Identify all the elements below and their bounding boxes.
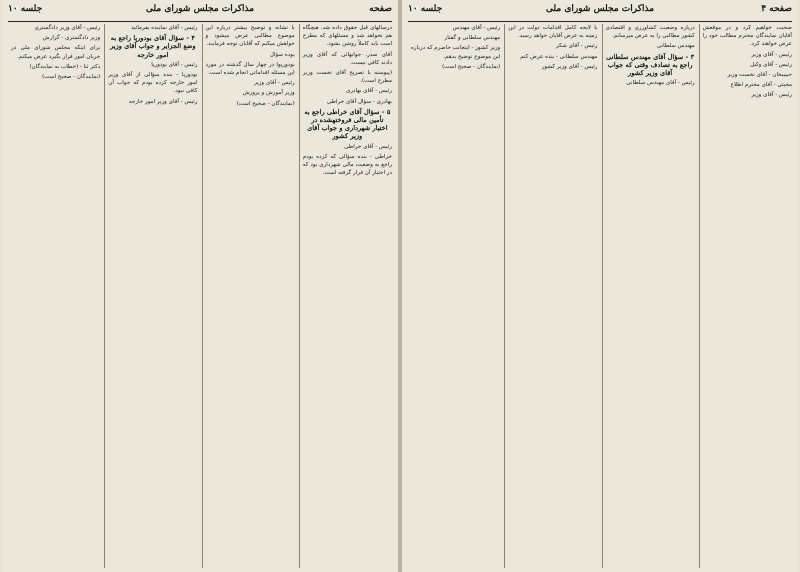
paragraph: ۴ - سؤال آقای بودورپا راجع به وضع الجزایر و جواب آقای وزیر امور خارجه xyxy=(110,34,196,59)
paragraph: رئیس - آقای بهادری xyxy=(345,88,392,95)
paragraph: با نشانه و توضیح بیشتر درباره این موضوع مطالبی عرض میشود و خواهش میکنم که آقایان توجه فرمایند. xyxy=(205,25,295,48)
text-column xyxy=(299,24,392,568)
paragraph: بوده سؤال xyxy=(269,51,295,58)
paragraph: رئیس - آقای وزیر کشور xyxy=(541,63,598,70)
paragraph: ۵ - سؤال آقای خراطی راجع به تأمین مالی فروختهشده در اختیار شهرداری و جواب آقای وزیر کشور xyxy=(304,107,391,141)
text-column xyxy=(504,24,597,568)
paragraph: برای اینکه مجلس شورای ملی در جریان امور قرار بگیرد عرض میکنم. xyxy=(11,45,101,60)
paragraph: مجیتی - آقای محترم اطلاع xyxy=(730,82,792,89)
paragraph: رئیس - آقای مهندس xyxy=(452,25,501,31)
paragraph: رئیس - آقای وزیر دادگستری xyxy=(34,25,101,31)
page-number: صفحه ۴ xyxy=(761,4,792,14)
paragraph: رئیس - آقای وزیر امور خارجه xyxy=(128,98,198,105)
paragraph: درباره وضعیت کشاورزی و اقتصادی کشور مطالبی را به عرض میرسانم. xyxy=(605,25,695,40)
text-columns xyxy=(8,24,392,568)
paragraph: بهادری - سؤال آقای خراطی xyxy=(326,98,392,105)
paragraph: مهندس سلطانی - بنده عرض کنم xyxy=(520,53,598,60)
paragraph: درسالهای قبل حقوق داده شد. هیچگاه هم نخواهد شد و مسئلهای که مطرح است باید کاملاً روشن بشود. xyxy=(302,25,392,48)
text-column xyxy=(104,24,197,568)
paragraph: آقای صدر. جوابهائی که آقای وزیر دادند کافی نیست. xyxy=(302,51,392,66)
paragraph: رئیس - آقای وکیل xyxy=(750,61,792,68)
text-column xyxy=(202,24,295,568)
page-header xyxy=(8,4,392,20)
right-page xyxy=(402,0,798,572)
paragraph: وزیر کشور - اینجانب حاضرم که درباره این موضوع توضیح بدهم. xyxy=(411,45,501,60)
paragraph: رئیس - آقای نماینده بفرمائید xyxy=(131,25,198,31)
page-title: مذاکرات مجلس شورای ملی xyxy=(545,4,655,14)
paragraph: بودورپوا در چهار سال گذشته در مورد این مسئله اقداماتی انجام شده است. xyxy=(205,61,295,77)
paragraph: رئیس - آقای خراطی xyxy=(344,143,392,150)
paragraph: دکتر ثنا - (خطاب به نمایندگان) xyxy=(29,63,101,70)
text-column xyxy=(699,24,792,568)
text-columns xyxy=(408,24,792,568)
paragraph: رئیس - آقای وزیر xyxy=(751,92,792,99)
paragraph: صحبت خواهیم کرد و در موقعش آقایان نمایندگان محترم مطالب خود را عرض خواهند کرد. xyxy=(702,25,792,48)
paragraph: بودورپا - بنده سؤالی از آقای وزیر امور خارجه کرده بودم که جواب آن کافی نبود. xyxy=(108,72,198,95)
paragraph: رئیس - آقای بودورپا xyxy=(151,61,198,68)
paragraph: خراطی - بنده سؤالی که کرده بودم راجع به وضعیت مالی شهرداری بود که در اختیار آن قرار گرفته است. xyxy=(302,153,392,177)
paragraph: (نمایندگان - صحیح است) xyxy=(42,74,101,81)
paragraph: رئیس - آقای مهندس سلطانی xyxy=(626,80,695,87)
paragraph: رئیس - آقای وزیر xyxy=(254,80,295,87)
page-header xyxy=(408,4,792,20)
paragraph: با لایحه کامل اقدامات دولت در این زمینه به عرض آقایان خواهد رسید. xyxy=(508,25,598,40)
page-number: صفحه xyxy=(369,4,392,14)
text-column xyxy=(602,24,695,568)
paragraph: حبیبیخان - آقای نخست وزیر xyxy=(727,72,792,79)
paragraph: مهندس سلطانی xyxy=(656,43,695,50)
session-number: جلسه ۱۰ xyxy=(408,4,443,14)
paragraph: (نمایندگان - صحیح است) xyxy=(236,100,295,107)
session-number: جلسه ۱۰ xyxy=(8,4,43,14)
left-page xyxy=(2,0,398,572)
paragraph: (نمایندگان - صحیح است) xyxy=(442,63,501,70)
header-rule xyxy=(8,21,392,22)
paragraph: رئیس - آقای شکر xyxy=(556,43,598,50)
page-title: مذاکرات مجلس شورای ملی xyxy=(145,4,255,14)
paragraph: (پیوسته با تصریح آقای نخست وزیر مطرح است). xyxy=(302,70,392,85)
paragraph: مهندس سلطانی و گفتار xyxy=(444,35,501,42)
paragraph: وزیر دادگستری - گزارش xyxy=(42,35,101,42)
paragraph: وزیر آموزش و پرورش xyxy=(242,90,295,97)
paragraph: ۳ - سؤال آقای مهندس سلطانی راجع به تصادف وقتی که جواب آقای وزیر کشور xyxy=(606,52,695,78)
paragraph: رئیس - آقای وزیر xyxy=(751,51,792,58)
text-column xyxy=(408,24,500,568)
text-column xyxy=(8,24,100,568)
header-rule xyxy=(408,21,792,22)
